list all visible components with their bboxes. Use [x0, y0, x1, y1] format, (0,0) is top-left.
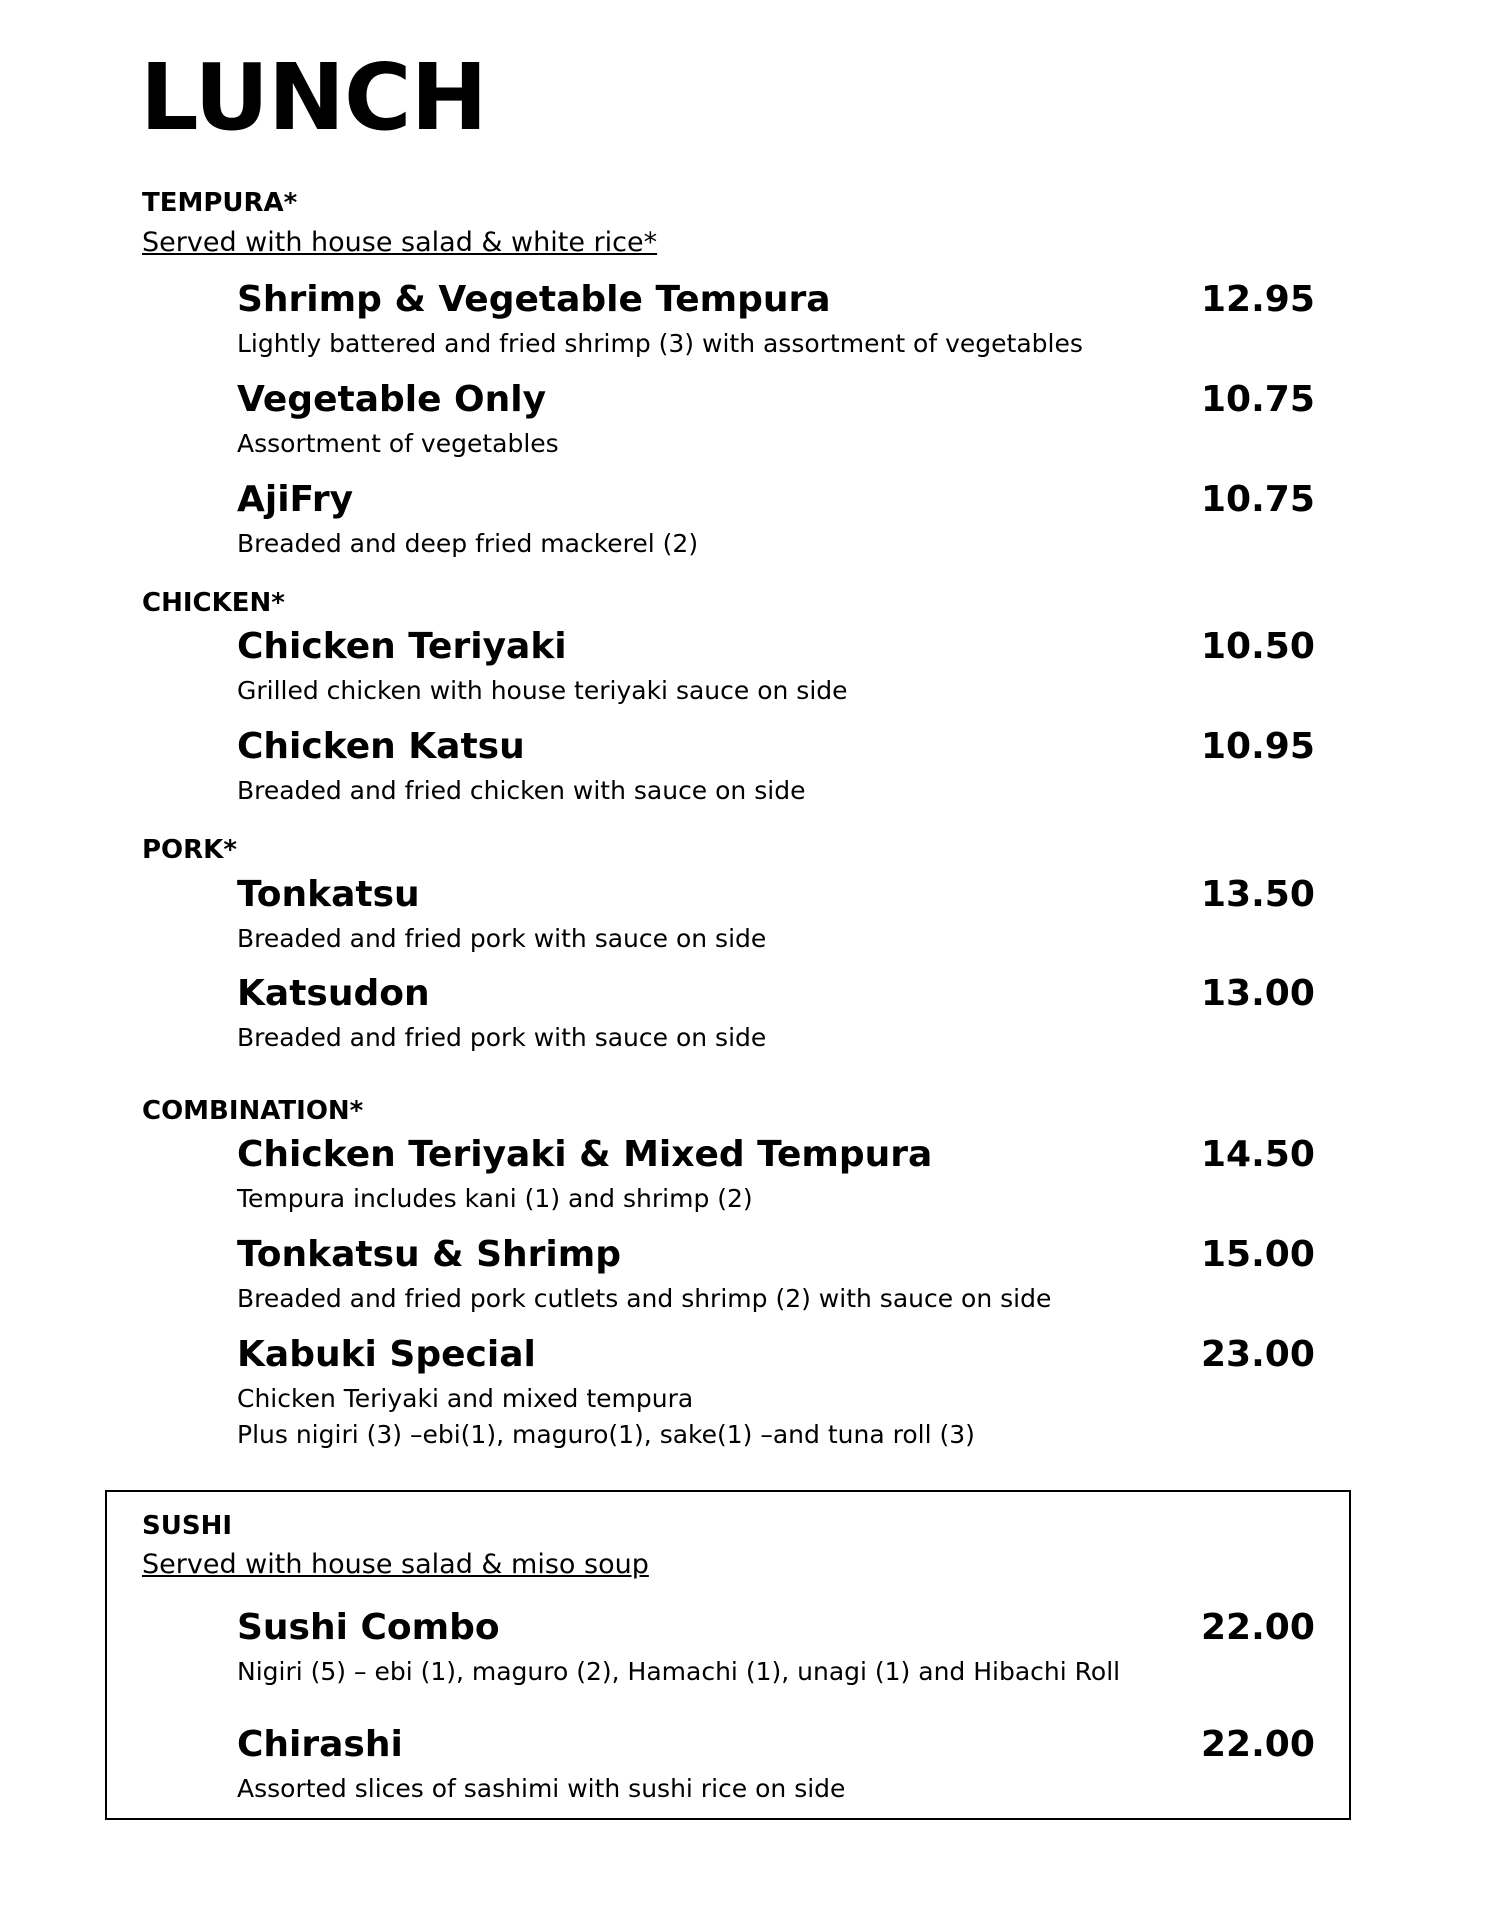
item-price: 13.50: [1201, 874, 1315, 915]
item-description: Breaded and fried pork with sauce on side: [237, 1023, 767, 1052]
item-price: 23.00: [1201, 1334, 1315, 1375]
item-price: 10.75: [1201, 379, 1315, 420]
item-description: Chicken Teriyaki and mixed tempura: [237, 1384, 694, 1413]
item-price: 15.00: [1201, 1234, 1315, 1275]
item-description: Grilled chicken with house teriyaki sauce on side: [237, 676, 848, 705]
item-price: 14.50: [1201, 1134, 1315, 1175]
section-subtitle-tempura: Served with house salad & white rice*: [142, 227, 658, 258]
item-name: Shrimp & Vegetable Tempura: [237, 279, 831, 320]
item-price: 12.95: [1201, 279, 1315, 320]
menu-item: [237, 726, 1315, 809]
item-name: Chicken Teriyaki & Mixed Tempura: [237, 1134, 933, 1175]
menu-title: LUNCH: [140, 44, 487, 151]
item-name: Kabuki Special: [237, 1334, 536, 1375]
item-name: Chirashi: [237, 1724, 403, 1765]
section-heading-sushi: SUSHI: [142, 1511, 232, 1541]
item-price: 13.00: [1201, 973, 1315, 1014]
menu-item: [237, 379, 1315, 462]
item-price: 10.95: [1201, 726, 1315, 767]
item-name: Sushi Combo: [237, 1607, 500, 1648]
item-description: Lightly battered and fried shrimp (3) with assortment of vegetables: [237, 329, 1083, 358]
section-heading-tempura: TEMPURA*: [142, 188, 298, 218]
section-heading-pork: PORK*: [142, 835, 237, 865]
item-description: Assortment of vegetables: [237, 429, 559, 458]
item-name: Vegetable Only: [237, 379, 547, 420]
menu-item: [237, 1134, 1315, 1217]
menu-item: [237, 279, 1315, 362]
menu-item: [237, 1234, 1315, 1317]
item-description: Breaded and fried chicken with sauce on side: [237, 776, 806, 805]
item-name: Chicken Teriyaki: [237, 626, 567, 667]
menu-item: [237, 479, 1315, 562]
item-description: Nigiri (5) – ebi (1), maguro (2), Hamachi (1), unagi (1) and Hibachi Roll: [237, 1657, 1121, 1686]
menu-item: [237, 973, 1315, 1056]
section-heading-combination: COMBINATION*: [142, 1096, 364, 1126]
item-description: Assorted slices of sashimi with sushi rice on side: [237, 1774, 846, 1803]
item-name: Tonkatsu & Shrimp: [237, 1234, 622, 1275]
menu-item: [237, 874, 1315, 957]
menu-item: [237, 1334, 1315, 1452]
section-subtitle-sushi: Served with house salad & miso soup: [142, 1549, 649, 1580]
item-name: AjiFry: [237, 479, 354, 520]
item-description: Breaded and deep fried mackerel (2): [237, 529, 699, 558]
item-name: Katsudon: [237, 973, 430, 1014]
item-name: Tonkatsu: [237, 874, 420, 915]
item-description: Breaded and fried pork cutlets and shrimp (2) with sauce on side: [237, 1284, 1052, 1313]
item-price: 22.00: [1201, 1724, 1315, 1765]
item-name: Chicken Katsu: [237, 726, 525, 767]
item-price: 22.00: [1201, 1607, 1315, 1648]
item-description: Breaded and fried pork with sauce on side: [237, 924, 767, 953]
menu-item: [237, 626, 1315, 709]
item-description: Plus nigiri (3) –ebi(1), maguro(1), sake(1) –and tuna roll (3): [237, 1419, 975, 1449]
item-price: 10.75: [1201, 479, 1315, 520]
item-price: 10.50: [1201, 626, 1315, 667]
item-description: Tempura includes kani (1) and shrimp (2): [237, 1184, 753, 1213]
section-heading-chicken: CHICKEN*: [142, 588, 285, 618]
menu-item: [237, 1724, 1315, 1807]
menu-item: [237, 1607, 1315, 1690]
